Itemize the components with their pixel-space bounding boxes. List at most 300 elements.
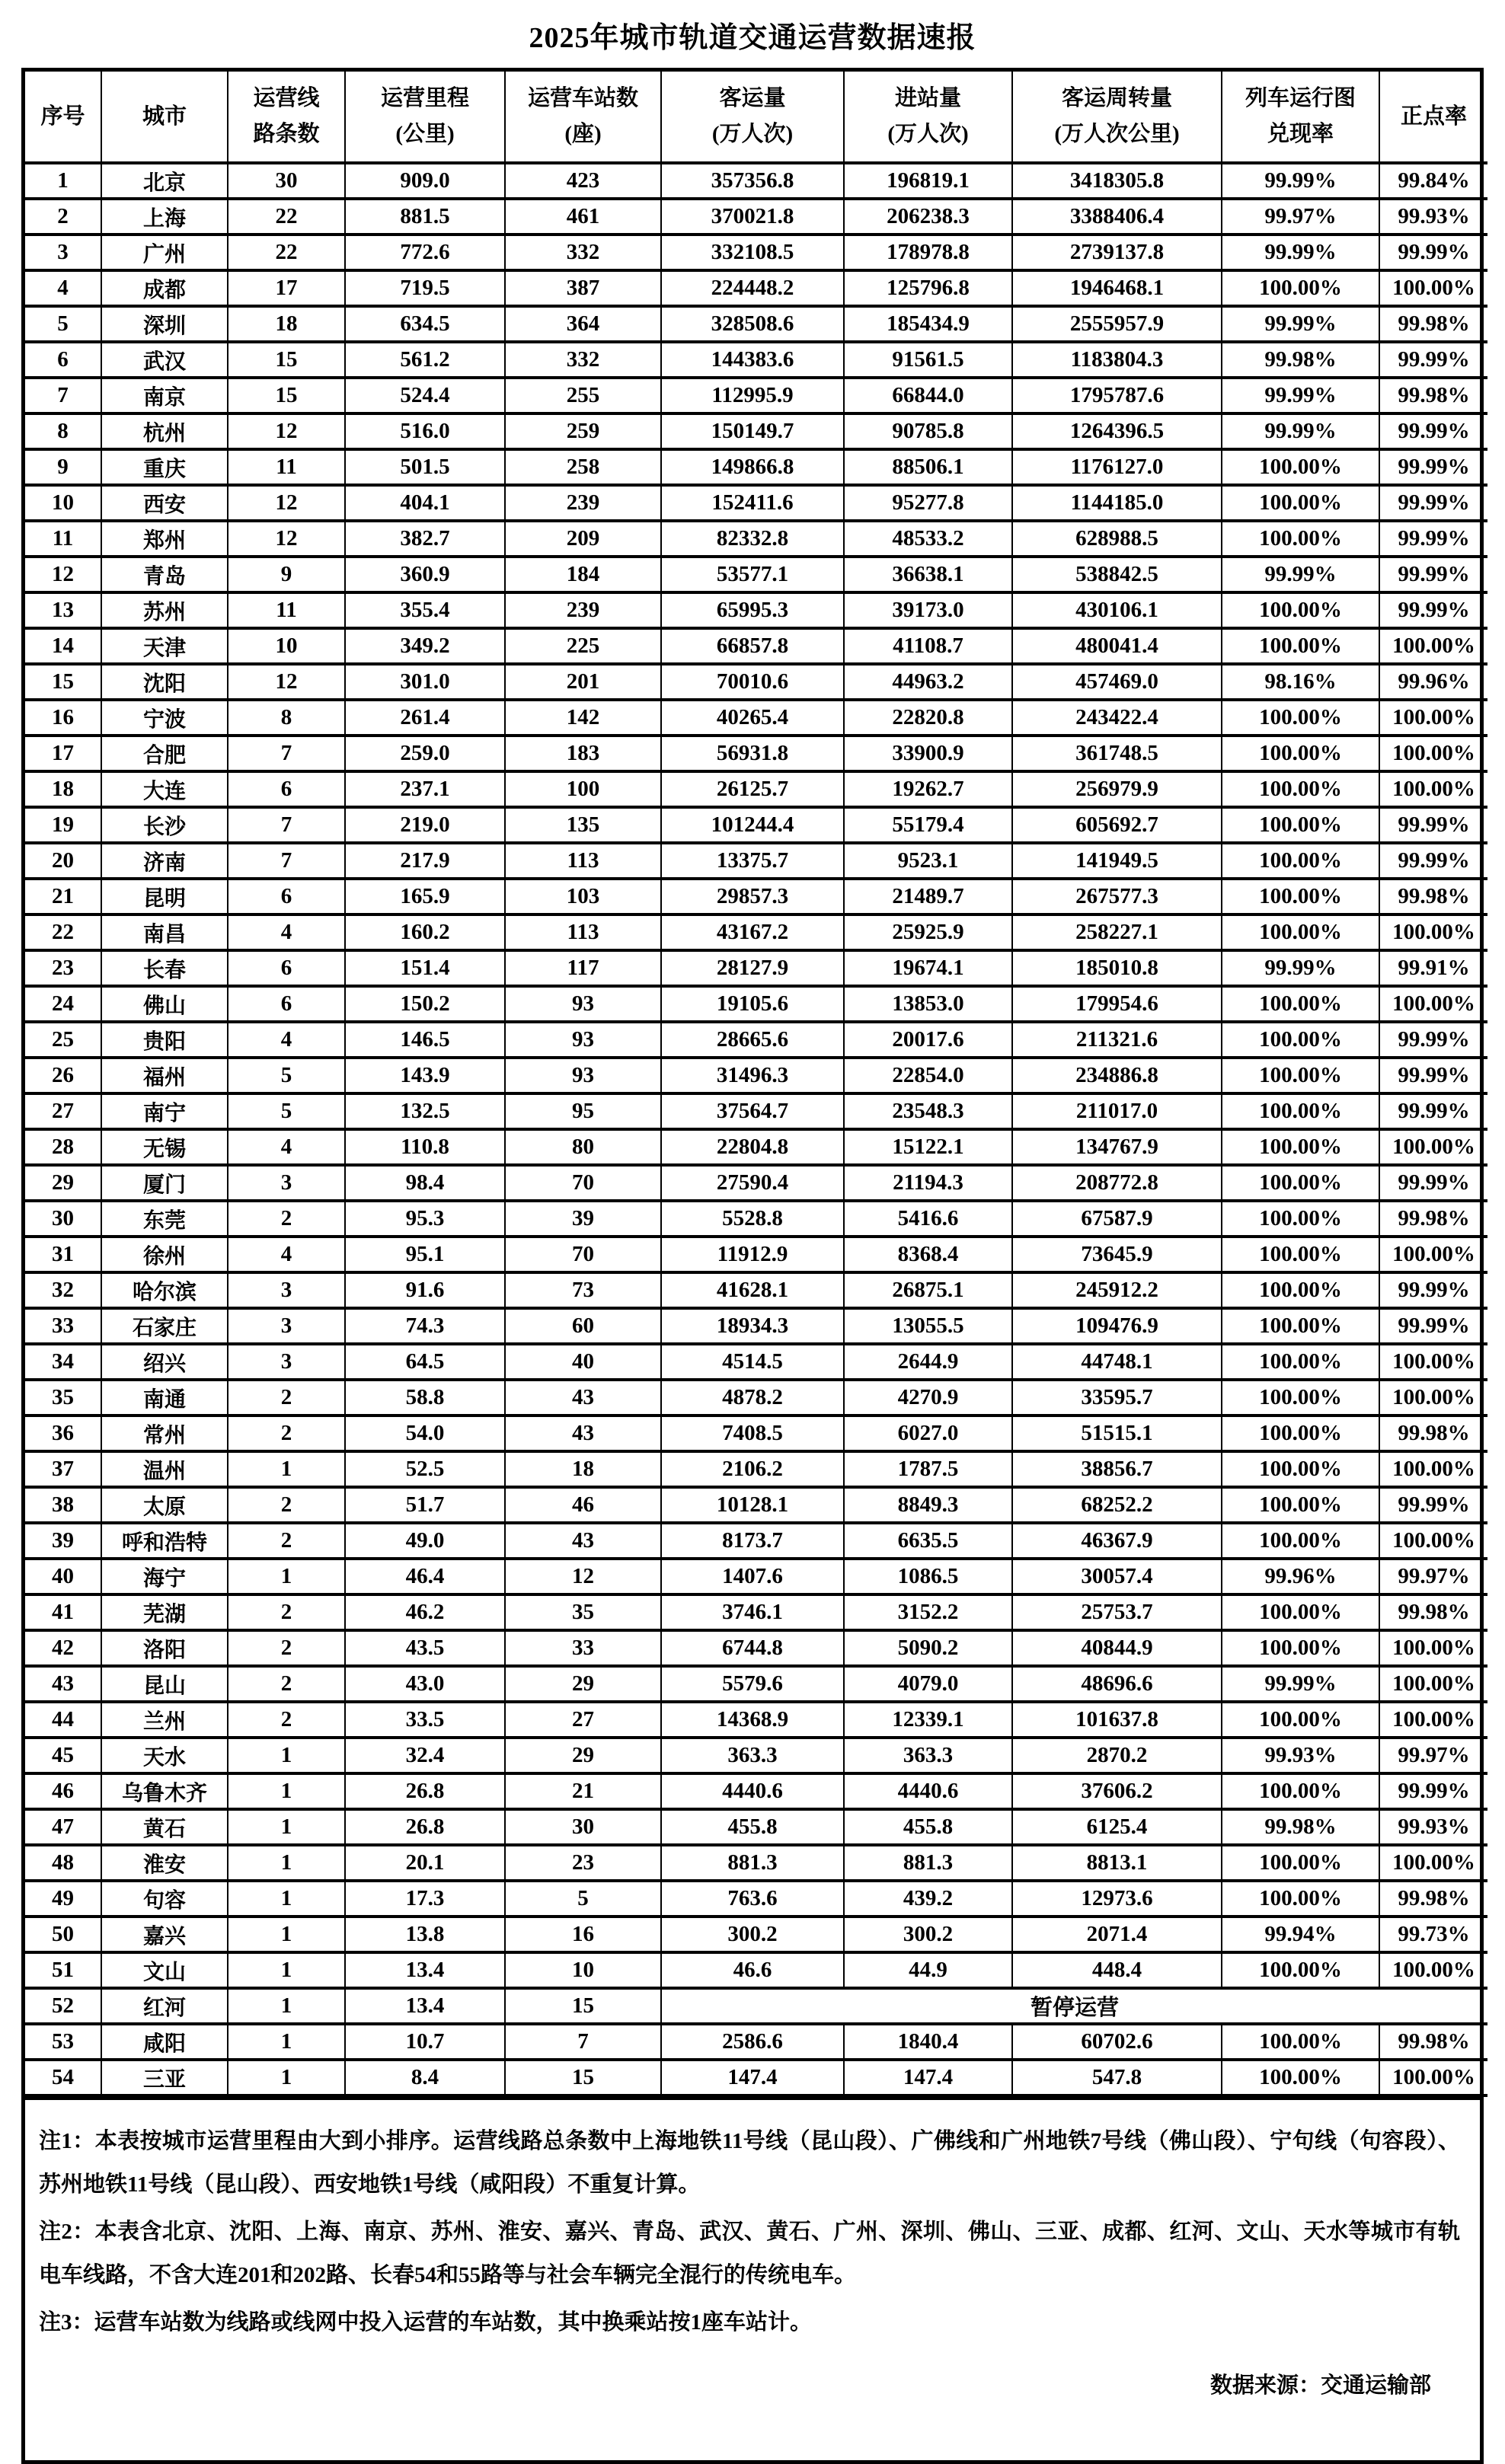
table-cell: 219.0 <box>345 807 505 843</box>
table-cell: 361748.5 <box>1012 736 1222 771</box>
table-cell: 99.93% <box>1222 1738 1379 1773</box>
table-cell: 2 <box>228 1702 345 1738</box>
table-cell: 文山 <box>101 1952 228 1988</box>
table-cell: 成都 <box>101 270 228 306</box>
table-cell: 245912.2 <box>1012 1272 1222 1308</box>
table-cell: 深圳 <box>101 306 228 342</box>
table-cell: 5528.8 <box>661 1201 844 1237</box>
table-cell: 9 <box>228 557 345 592</box>
table-row <box>25 700 1487 736</box>
table-cell: 95.3 <box>345 1201 505 1237</box>
table-cell: 18 <box>25 771 101 807</box>
table-cell: 101637.8 <box>1012 1702 1222 1738</box>
table-row <box>25 306 1487 342</box>
table-cell: 256979.9 <box>1012 771 1222 807</box>
table-cell: 100.00% <box>1222 1523 1379 1559</box>
table-row <box>25 807 1487 843</box>
table-cell: 4 <box>228 1129 345 1165</box>
table-cell: 11 <box>228 592 345 628</box>
table-cell: 46.4 <box>345 1559 505 1594</box>
table-cell: 70010.6 <box>661 664 844 700</box>
table-cell: 12973.6 <box>1012 1881 1222 1917</box>
table-cell: 151.4 <box>345 950 505 986</box>
table-cell: 363.3 <box>844 1738 1012 1773</box>
table-cell: 100.00% <box>1222 1845 1379 1881</box>
table-cell: 125796.8 <box>844 270 1012 306</box>
table-cell: 38856.7 <box>1012 1451 1222 1487</box>
note-1: 注1：本表按城市运营里程由大到小排序。运营线路总条数中上海地铁11号线（昆山段）、广佛线和广州地铁7号线（佛山段）、宁句线（句容段）、苏州地铁11号线（昆山段）、西安地铁1号线（咸阳段）不重复计算。 <box>39 2129 1460 2197</box>
table-cell: 113 <box>505 914 661 950</box>
table-cell: 7 <box>228 807 345 843</box>
table-row <box>25 1058 1487 1093</box>
table-cell: 13 <box>25 592 101 628</box>
table-cell: 1 <box>228 1845 345 1881</box>
table-cell: 360.9 <box>345 557 505 592</box>
table-cell: 49 <box>25 1881 101 1917</box>
table-cell: 99.98% <box>1379 1201 1487 1237</box>
table-cell: 46 <box>25 1773 101 1809</box>
table-cell: 1 <box>228 1988 345 2024</box>
table-cell: 25925.9 <box>844 914 1012 950</box>
table-row <box>25 449 1487 485</box>
table-cell: 109476.9 <box>1012 1308 1222 1344</box>
table-cell: 常州 <box>101 1416 228 1451</box>
table-cell: 52 <box>25 1988 101 2024</box>
table-cell: 温州 <box>101 1451 228 1487</box>
table-cell: 258 <box>505 449 661 485</box>
table-cell: 99.96% <box>1379 664 1487 700</box>
table-cell: 99.99% <box>1379 592 1487 628</box>
table-cell: 15 <box>505 1988 661 2024</box>
table-cell: 6 <box>228 986 345 1022</box>
table-cell: 455.8 <box>844 1809 1012 1845</box>
table-cell: 48696.6 <box>1012 1666 1222 1702</box>
table-cell: 4 <box>228 1237 345 1272</box>
table-cell: 1787.5 <box>844 1451 1012 1487</box>
table-cell: 152411.6 <box>661 485 844 521</box>
table-cell: 22 <box>228 235 345 270</box>
table-cell: 1840.4 <box>844 2024 1012 2060</box>
table-cell: 39173.0 <box>844 592 1012 628</box>
table-cell: 25 <box>25 1022 101 1058</box>
table-cell: 5 <box>25 306 101 342</box>
table-cell: 17.3 <box>345 1881 505 1917</box>
table-cell: 5 <box>228 1093 345 1129</box>
table-cell: 嘉兴 <box>101 1917 228 1952</box>
table-cell: 8 <box>228 700 345 736</box>
table-cell: 43.0 <box>345 1666 505 1702</box>
table-cell: 51 <box>25 1952 101 1988</box>
table-cell: 6 <box>25 342 101 378</box>
table-cell: 763.6 <box>661 1881 844 1917</box>
table-cell: 100.00% <box>1222 628 1379 664</box>
column-header-8: 列车运行图 兑现率 <box>1222 72 1379 163</box>
table-cell: 112995.9 <box>661 378 844 413</box>
table-cell: 42 <box>25 1630 101 1666</box>
table-cell: 349.2 <box>345 628 505 664</box>
table-cell: 29 <box>505 1738 661 1773</box>
table-cell: 370021.8 <box>661 199 844 235</box>
table-cell: 147.4 <box>844 2060 1012 2095</box>
table-cell: 6744.8 <box>661 1630 844 1666</box>
table-cell: 54 <box>25 2060 101 2095</box>
table-cell: 99.99% <box>1379 1058 1487 1093</box>
table-cell: 134767.9 <box>1012 1129 1222 1165</box>
table-cell: 100.00% <box>1379 1380 1487 1416</box>
table-cell: 7408.5 <box>661 1416 844 1451</box>
table-row <box>25 1952 1487 1988</box>
table-cell: 300.2 <box>844 1917 1012 1952</box>
table-cell: 8813.1 <box>1012 1845 1222 1881</box>
table-cell: 99.97% <box>1222 199 1379 235</box>
table-cell: 82332.8 <box>661 521 844 557</box>
table-cell: 243422.4 <box>1012 700 1222 736</box>
table-cell: 439.2 <box>844 1881 1012 1917</box>
table-cell: 150149.7 <box>661 413 844 449</box>
table-cell: 100.00% <box>1222 1451 1379 1487</box>
table-cell: 22 <box>228 199 345 235</box>
table-cell: 15 <box>228 342 345 378</box>
table-cell: 22804.8 <box>661 1129 844 1165</box>
table-cell: 2 <box>228 1523 345 1559</box>
table-cell: 无锡 <box>101 1129 228 1165</box>
table-cell: 9523.1 <box>844 843 1012 879</box>
table-cell: 10.7 <box>345 2024 505 2060</box>
table-cell: 258227.1 <box>1012 914 1222 950</box>
table-cell: 99.99% <box>1379 1487 1487 1523</box>
table-cell: 34 <box>25 1344 101 1380</box>
table-cell: 33.5 <box>345 1702 505 1738</box>
table-cell: 2 <box>228 1630 345 1666</box>
table-cell: 咸阳 <box>101 2024 228 2060</box>
table-cell: 99.99% <box>1379 485 1487 521</box>
table-cell: 455.8 <box>661 1809 844 1845</box>
table-cell: 21 <box>25 879 101 914</box>
table-row <box>25 1738 1487 1773</box>
table-cell: 17 <box>25 736 101 771</box>
table-cell: 3746.1 <box>661 1594 844 1630</box>
table-cell: 90785.8 <box>844 413 1012 449</box>
table-row <box>25 1237 1487 1272</box>
table-cell: 100.00% <box>1379 771 1487 807</box>
table-cell: 4440.6 <box>844 1773 1012 1809</box>
table-cell: 三亚 <box>101 2060 228 2095</box>
table-cell: 100.00% <box>1222 771 1379 807</box>
table-cell: 103 <box>505 879 661 914</box>
table-cell: 100.00% <box>1379 1237 1487 1272</box>
table-row <box>25 1666 1487 1702</box>
table-row <box>25 1487 1487 1523</box>
table-cell: 27 <box>25 1093 101 1129</box>
table-cell: 561.2 <box>345 342 505 378</box>
table-cell: 239 <box>505 592 661 628</box>
table-cell: 55179.4 <box>844 807 1012 843</box>
table-cell: 3 <box>228 1165 345 1201</box>
table-cell: 100.00% <box>1379 1344 1487 1380</box>
table-cell: 430106.1 <box>1012 592 1222 628</box>
table-cell: 99.93% <box>1379 199 1487 235</box>
table-cell: 605692.7 <box>1012 807 1222 843</box>
table-row <box>25 521 1487 557</box>
table-cell: 3 <box>228 1308 345 1344</box>
table-cell: 东莞 <box>101 1201 228 1237</box>
table-cell: 58.8 <box>345 1380 505 1416</box>
table-cell: 41628.1 <box>661 1272 844 1308</box>
table-cell: 99.98% <box>1379 879 1487 914</box>
table-cell: 33 <box>25 1308 101 1344</box>
table-cell: 48 <box>25 1845 101 1881</box>
table-row <box>25 235 1487 270</box>
table-row <box>25 1380 1487 1416</box>
table-cell: 881.5 <box>345 199 505 235</box>
table-cell: 16 <box>505 1917 661 1952</box>
table-cell: 68252.2 <box>1012 1487 1222 1523</box>
table-cell: 98.4 <box>345 1165 505 1201</box>
table-cell: 19 <box>25 807 101 843</box>
table-cell: 99.98% <box>1379 2024 1487 2060</box>
table-row <box>25 1272 1487 1308</box>
table-row <box>25 1559 1487 1594</box>
table-row <box>25 485 1487 521</box>
table-row <box>25 628 1487 664</box>
table-cell: 100.00% <box>1222 1594 1379 1630</box>
table-cell: 2 <box>228 1594 345 1630</box>
table-cell: 1 <box>228 1917 345 1952</box>
table-cell: 99.99% <box>1379 843 1487 879</box>
table-row <box>25 1845 1487 1881</box>
table-cell: 99.98% <box>1379 306 1487 342</box>
table-cell: 14 <box>25 628 101 664</box>
table-row <box>25 1917 1487 1952</box>
table-cell: 93 <box>505 1022 661 1058</box>
table-cell: 28127.9 <box>661 950 844 986</box>
table-cell: 100.00% <box>1222 1487 1379 1523</box>
table-cell: 328508.6 <box>661 306 844 342</box>
table-cell: 44.9 <box>844 1952 1012 1988</box>
table-row <box>25 1022 1487 1058</box>
table-cell: 100.00% <box>1222 1380 1379 1416</box>
table-row <box>25 1165 1487 1201</box>
table-cell: 65995.3 <box>661 592 844 628</box>
table-cell: 24 <box>25 986 101 1022</box>
table-cell: 185434.9 <box>844 306 1012 342</box>
table-cell: 15 <box>228 378 345 413</box>
table-cell: 881.3 <box>661 1845 844 1881</box>
table-cell: 北京 <box>101 163 228 199</box>
table-cell: 12 <box>228 485 345 521</box>
notes-section <box>25 2097 1480 2460</box>
table-cell: 99.84% <box>1379 163 1487 199</box>
table-cell: 100.00% <box>1222 843 1379 879</box>
table-cell: 32 <box>25 1272 101 1308</box>
table-cell: 99.98% <box>1222 1809 1379 1845</box>
table-cell: 3 <box>228 1272 345 1308</box>
table-header <box>25 72 1487 163</box>
table-cell: 9 <box>25 449 101 485</box>
table-cell: 18934.3 <box>661 1308 844 1344</box>
table-cell: 37606.2 <box>1012 1773 1222 1809</box>
table-cell: 重庆 <box>101 449 228 485</box>
table-cell: 福州 <box>101 1058 228 1093</box>
table-cell: 1 <box>228 1881 345 1917</box>
table-cell: 30 <box>25 1201 101 1237</box>
table-cell: 4 <box>228 914 345 950</box>
table-cell: 1 <box>228 1952 345 1988</box>
table-cell: 100.00% <box>1222 986 1379 1022</box>
table-row <box>25 1416 1487 1451</box>
table-cell: 33900.9 <box>844 736 1012 771</box>
table-cell: 100.00% <box>1379 736 1487 771</box>
table-cell: 20017.6 <box>844 1022 1012 1058</box>
table-cell: 30057.4 <box>1012 1559 1222 1594</box>
table-cell: 绍兴 <box>101 1344 228 1380</box>
table-cell: 39 <box>25 1523 101 1559</box>
table-cell: 13055.5 <box>844 1308 1012 1344</box>
table-cell: 7 <box>228 736 345 771</box>
table-cell: 红河 <box>101 1988 228 2024</box>
table-cell: 52.5 <box>345 1451 505 1487</box>
table-cell: 60702.6 <box>1012 2024 1222 2060</box>
table-cell: 11 <box>25 521 101 557</box>
table-cell: 144383.6 <box>661 342 844 378</box>
table-cell: 44748.1 <box>1012 1344 1222 1380</box>
table-row <box>25 736 1487 771</box>
table-cell: 88506.1 <box>844 449 1012 485</box>
table-cell: 1407.6 <box>661 1559 844 1594</box>
table-cell: 100.00% <box>1379 1630 1487 1666</box>
table-cell: 10128.1 <box>661 1487 844 1523</box>
table-cell: 40 <box>25 1559 101 1594</box>
table-cell: 93 <box>505 1058 661 1093</box>
table-cell: 100.00% <box>1222 1881 1379 1917</box>
table-cell: 7 <box>505 2024 661 2060</box>
table-row <box>25 771 1487 807</box>
table-cell: 36638.1 <box>844 557 1012 592</box>
table-cell: 100.00% <box>1222 1093 1379 1129</box>
table-cell: 480041.4 <box>1012 628 1222 664</box>
table-cell: 634.5 <box>345 306 505 342</box>
table-cell: 46.6 <box>661 1952 844 1988</box>
table-cell: 91.6 <box>345 1272 505 1308</box>
table-cell: 99.97% <box>1379 1738 1487 1773</box>
table-cell: 7 <box>228 843 345 879</box>
table-cell: 332108.5 <box>661 235 844 270</box>
table-cell: 43 <box>505 1416 661 1451</box>
table-cell: 3152.2 <box>844 1594 1012 1630</box>
table-cell: 628988.5 <box>1012 521 1222 557</box>
table-cell: 海宁 <box>101 1559 228 1594</box>
table-cell: 46.2 <box>345 1594 505 1630</box>
table-cell: 30 <box>228 163 345 199</box>
table-cell: 909.0 <box>345 163 505 199</box>
table-cell: 99.99% <box>1379 449 1487 485</box>
table-cell: 99.91% <box>1379 950 1487 986</box>
table-cell: 73645.9 <box>1012 1237 1222 1272</box>
table-cell: 44963.2 <box>844 664 1012 700</box>
table-cell: 100.00% <box>1222 1201 1379 1237</box>
table-cell: 99.98% <box>1379 1416 1487 1451</box>
table-cell: 6 <box>228 950 345 986</box>
table-cell: 13.4 <box>345 1988 505 2024</box>
table-cell: 11912.9 <box>661 1237 844 1272</box>
table-cell: 524.4 <box>345 378 505 413</box>
table-cell: 长春 <box>101 950 228 986</box>
table-cell: 广州 <box>101 235 228 270</box>
table-cell: 99.99% <box>1379 235 1487 270</box>
table-row <box>25 1129 1487 1165</box>
table-cell: 26125.7 <box>661 771 844 807</box>
column-header-9: 正点率 <box>1379 72 1487 163</box>
table-cell: 沈阳 <box>101 664 228 700</box>
table-cell: 33595.7 <box>1012 1380 1222 1416</box>
table-cell: 60 <box>505 1308 661 1344</box>
table-cell: 4 <box>25 270 101 306</box>
table-cell: 4440.6 <box>661 1773 844 1809</box>
table-cell: 昆明 <box>101 879 228 914</box>
table-cell: 33 <box>505 1630 661 1666</box>
table-cell: 31 <box>25 1237 101 1272</box>
table-cell: 1 <box>25 163 101 199</box>
column-header-4: 运营车站数 (座) <box>505 72 661 163</box>
column-header-0: 序号 <box>25 72 101 163</box>
table-cell: 13.8 <box>345 1917 505 1952</box>
table-cell: 100.00% <box>1222 914 1379 950</box>
table-cell: 99.99% <box>1222 163 1379 199</box>
table-cell: 881.3 <box>844 1845 1012 1881</box>
table-cell: 15122.1 <box>844 1129 1012 1165</box>
table-cell: 146.5 <box>345 1022 505 1058</box>
table-cell: 457469.0 <box>1012 664 1222 700</box>
table-cell: 100.00% <box>1222 521 1379 557</box>
table-cell: 100.00% <box>1379 270 1487 306</box>
table-cell: 51515.1 <box>1012 1416 1222 1451</box>
table-cell: 99.99% <box>1379 1308 1487 1344</box>
table-cell: 66857.8 <box>661 628 844 664</box>
table-cell: 洛阳 <box>101 1630 228 1666</box>
table-cell: 2 <box>228 1201 345 1237</box>
table-cell: 46 <box>505 1487 661 1523</box>
table-cell: 2586.6 <box>661 2024 844 2060</box>
table-cell: 142 <box>505 700 661 736</box>
table-cell: 98.16% <box>1222 664 1379 700</box>
table-cell: 5 <box>505 1881 661 1917</box>
table-row <box>25 664 1487 700</box>
table-cell: 40844.9 <box>1012 1630 1222 1666</box>
table-cell: 29 <box>505 1666 661 1702</box>
table-cell: 332 <box>505 342 661 378</box>
table-cell: 27 <box>505 1702 661 1738</box>
table-cell: 184 <box>505 557 661 592</box>
table-cell: 太原 <box>101 1487 228 1523</box>
table-body <box>25 163 1487 2095</box>
table-cell: 772.6 <box>345 235 505 270</box>
table-cell: 206238.3 <box>844 199 1012 235</box>
table-cell: 185010.8 <box>1012 950 1222 986</box>
table-cell: 99.99% <box>1222 1666 1379 1702</box>
table-row <box>25 1773 1487 1809</box>
table-cell: 1 <box>228 1809 345 1845</box>
table-cell: 23 <box>25 950 101 986</box>
table-cell: 15 <box>25 664 101 700</box>
table-cell: 56931.8 <box>661 736 844 771</box>
table-cell: 2 <box>228 1487 345 1523</box>
table-cell: 100.00% <box>1379 2060 1487 2095</box>
table-cell: 117 <box>505 950 661 986</box>
table-cell: 99.73% <box>1379 1917 1487 1952</box>
table-cell: 18 <box>505 1451 661 1487</box>
table-cell: 99.98% <box>1379 1881 1487 1917</box>
table-cell: 5 <box>228 1058 345 1093</box>
